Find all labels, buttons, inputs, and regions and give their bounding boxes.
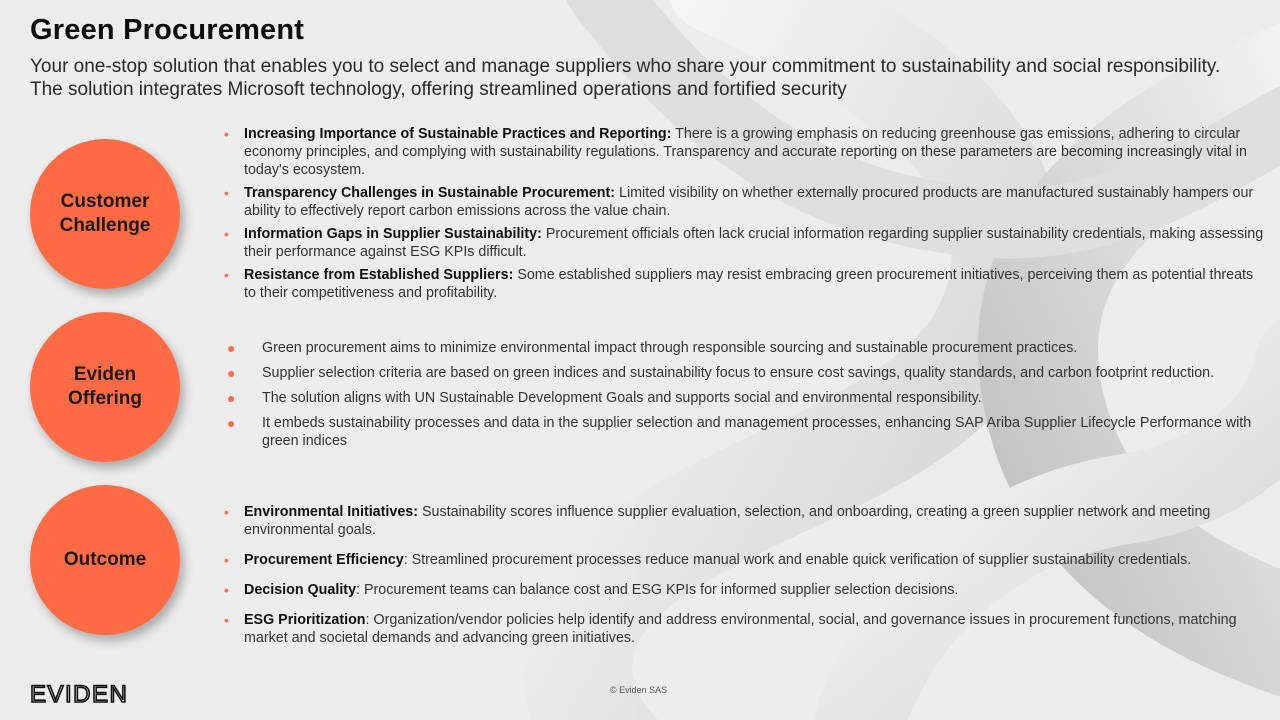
item-text: : Procurement teams can balance cost and ESG KPIs for informed supplier selection decisions. — [356, 582, 959, 598]
item-heading: Information Gaps in Supplier Sustainability: — [244, 226, 542, 242]
item-heading: Transparency Challenges in Sustainable Procurement: — [244, 185, 616, 201]
item-text: There is a growing emphasis on reducing greenhouse gas emissions, adhering to circular economy principles, and complying with sustainability regulations. Transparency and accurate reporting on these parameters are becoming increasingly vital in today's ecosystem. — [244, 126, 1247, 178]
bullet-icon: ● — [227, 365, 236, 381]
outcome-circle — [30, 485, 180, 635]
list-item — [224, 225, 1264, 261]
item-heading: Resistance from Established Suppliers: — [244, 267, 514, 283]
bullet-icon: • — [224, 504, 229, 520]
item-text: : Streamlined procurement processes reduce manual work and enable quick verification of supplier sustainability credentials. — [403, 552, 1192, 568]
item-text: The solution aligns with UN Sustainable Development Goals and supports social and environmental responsibility. — [262, 390, 982, 406]
list-item — [224, 503, 1264, 539]
bullet-icon: • — [224, 226, 229, 242]
item-text: Procurement officials often lack crucial information regarding supplier sustainability credentials, making assessing their performance against ESG KPIs difficult. — [244, 226, 1264, 260]
bullet-icon: • — [224, 185, 229, 201]
item-heading: ESG Prioritization — [244, 612, 366, 628]
item-heading: Procurement Efficiency — [244, 552, 404, 568]
eviden-offering-label: Eviden Offering — [68, 364, 142, 409]
item-text: Supplier selection criteria are based on green indices and sustainability focus to ensure cost savings, quality standards, and carbon footprint reduction. — [262, 365, 1215, 381]
item-text: Limited visibility on whether externally procured products are manufactured sustainably hampers our ability to effectively report carbon emissions across the value chain. — [244, 185, 1254, 219]
bullet-icon: ● — [227, 340, 236, 356]
slide-title: Green Procurement — [30, 14, 305, 46]
bullet-icon: • — [224, 126, 229, 142]
list-item — [227, 414, 1262, 450]
bullet-icon: • — [224, 552, 229, 568]
list-item — [227, 389, 1262, 407]
item-heading: Increasing Importance of Sustainable Practices and Reporting: — [244, 126, 672, 142]
bullet-icon: • — [224, 582, 229, 598]
item-text: Some established suppliers may resist embracing green procurement initiatives, perceiving them as potential threats to their competitiveness and profitability. — [244, 267, 1254, 301]
item-heading: Decision Quality — [244, 582, 357, 598]
outcome-label: Outcome — [63, 549, 147, 570]
list-item — [224, 184, 1264, 220]
item-heading: Environmental Initiatives: — [244, 504, 418, 520]
list-item — [227, 364, 1262, 382]
list-item — [224, 581, 1264, 599]
item-text: It embeds sustainability processes and data in the supplier selection and management processes, enhancing SAP Ariba Supplier Lifecycle Performance with green indices — [262, 415, 1252, 449]
list-item — [227, 339, 1262, 357]
item-text: Sustainability scores influence supplier evaluation, selection, and onboarding, creating a green supplier network and meeting environmental goals. — [244, 504, 1211, 538]
slide-subtitle: Your one-stop solution that enables you to select and manage suppliers who share your commitment to sustainability and social responsibility. The solution integrates Microsoft technology, offering streamlined operations and fortified security — [30, 56, 1221, 100]
bullet-icon: ● — [227, 390, 236, 406]
list-item — [224, 266, 1264, 302]
eviden-logo — [30, 681, 152, 706]
customer-challenge-label: Customer Challenge — [59, 191, 151, 236]
item-text: Green procurement aims to minimize environmental impact through responsible sourcing and sustainable procurement practices. — [262, 340, 1078, 356]
list-item — [224, 551, 1264, 569]
eviden-offering-circle — [30, 312, 180, 462]
customer-challenge-circle — [30, 139, 180, 289]
bullet-icon: • — [224, 612, 229, 628]
bullet-icon: ● — [227, 415, 236, 431]
item-text: : Organization/vendor policies help identify and address environmental, social, and governance issues in procurement functions, matching market and societal demands and advancing green initiatives. — [244, 612, 1237, 646]
outcome-list — [224, 503, 1264, 659]
list-item — [224, 611, 1264, 647]
svg-text:EVIDEN: EVIDEN — [30, 681, 129, 706]
eviden-offering-list — [227, 339, 1262, 457]
list-item — [224, 125, 1264, 179]
customer-challenge-list — [224, 125, 1264, 307]
copyright-text: © Eviden SAS — [610, 685, 668, 695]
bullet-icon: • — [224, 267, 229, 283]
